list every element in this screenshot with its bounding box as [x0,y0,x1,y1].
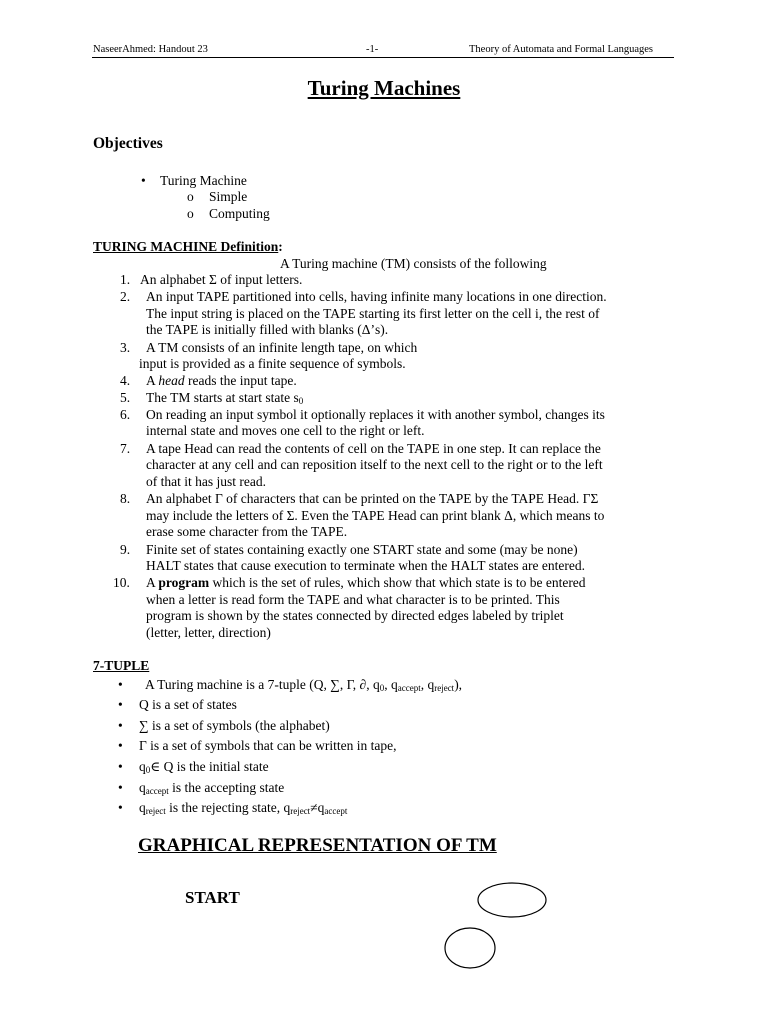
subscript: 0 [298,396,304,406]
list-item-line: internal state and moves one cell to the right or left. [146,423,425,438]
tuple-text: q [139,780,146,795]
list-item-line: On reading an input symbol it optionally replaces it with another symbol, changes its [146,407,605,422]
list-number: 4. [120,373,131,388]
page-title: Turing Machines [307,76,461,100]
tuple-heading: 7-TUPLE [93,658,150,673]
tuple-text: , q [420,677,435,692]
tuple-text: ∈ Q is the initial state [150,759,269,774]
list-item-line: Finite set of states containing exactly one START state and some (may be none) [146,542,578,557]
subscript: reject [434,683,455,693]
list-item-emphasis: head [158,373,185,388]
list-item-line: A tape Head can read the contents of cell on the TAPE in one step. It can replace the [146,441,601,456]
subscript: accept [145,786,169,796]
tuple-text: ≠q [310,800,325,815]
objective-sub-item: Computing [209,206,270,221]
list-item-line: input is provided as a finite sequence of symbols. [139,356,406,371]
header-author: NaseerAhmed: Handout 23 [93,44,208,55]
tuple-item: Γ is a set of symbols that can be written in tape, [139,738,397,753]
list-item-text: which is the set of rules, which show that which state is to be entered [209,575,586,590]
subscript: accept [324,806,348,816]
list-item-line: HALT states that cause execution to terminate when the HALT states are entered. [146,558,585,573]
tuple-text: q [139,800,146,815]
list-item-line: character at any cell and can reposition itself to the next cell to the right or to the left [146,457,603,472]
start-state-ellipse [478,883,546,917]
subscript: reject [145,806,166,816]
tuple-item: ∑ is a set of symbols (the alphabet) [139,718,330,733]
list-item-line: the TAPE is initially filled with blanks (Δ’s). [146,322,389,337]
list-number: 9. [120,542,131,557]
header-course: Theory of Automata and Formal Languages [469,44,653,55]
bullet-marker: • [118,677,123,692]
bullet-marker: • [118,718,123,733]
list-item-text: reads the input tape. [184,373,297,388]
list-item-line: A TM consists of an infinite length tape, on which [146,340,418,355]
bullet-marker: • [118,738,123,753]
definition-intro: A Turing machine (TM) consists of the following [280,256,547,271]
list-item-line: An alphabet Σ of input letters. [140,272,303,287]
list-item-line: An alphabet Γ of characters that can be printed on the TAPE by the TAPE Head. ΓΣ [146,491,599,506]
definition-heading-text: TURING MACHINE Definition [93,239,279,254]
list-number: 8. [120,491,131,506]
bullet-marker: • [118,780,123,795]
tuple-text: , q [384,677,398,692]
sub-bullet-marker: o [187,189,194,204]
list-item-line: An input TAPE partitioned into cells, having infinite many locations in one direction. [146,289,607,304]
tuple-item: Q is a set of states [139,697,237,712]
list-item-line: when a letter is read form the TAPE and what character is to be printed. This [146,592,560,607]
list-number: 1. [120,272,131,287]
bullet-marker: • [118,697,123,712]
subscript: 0 [145,765,151,775]
header-page-number: -1- [366,44,379,55]
list-number: 5. [120,390,131,405]
bullet-marker: • [118,800,123,815]
start-label: START [185,888,240,907]
subscript: accept [397,683,421,693]
objective-sub-item: Simple [209,189,248,204]
list-number: 10. [113,575,130,590]
list-item-line: The input string is placed on the TAPE starting its first letter on the cell i, the rest of [146,306,600,321]
list-number: 3. [120,340,131,355]
list-item-text: The TM starts at start state s [146,390,299,405]
list-item-bold: program [158,575,210,590]
state-circle [445,928,495,968]
subscript: reject [290,806,311,816]
objective-item: Turing Machine [160,173,247,188]
list-item-text: A [146,575,159,590]
definition-heading-colon: : [278,239,283,254]
objectives-heading: Objectives [93,135,163,152]
list-item-line: of that it has just read. [146,474,266,489]
tuple-text: is the rejecting state, q [165,800,291,815]
tuple-text: is the accepting state [168,780,285,795]
graphical-heading: GRAPHICAL REPRESENTATION OF TM [138,835,497,856]
list-item-line: erase some character from the TAPE. [146,524,348,539]
list-number: 6. [120,407,131,422]
tuple-text: ), [454,677,463,692]
bullet-marker: • [141,173,146,188]
list-number: 7. [120,441,131,456]
list-number: 2. [120,289,131,304]
list-item-line: program is shown by the states connected by directed edges labeled by triplet [146,608,564,623]
subscript: 0 [379,683,385,693]
tuple-text: A Turing machine is a 7-tuple (Q, ∑, Γ, ∂, q [145,677,380,692]
list-item-text: A [146,373,159,388]
bullet-marker: • [118,759,123,774]
sub-bullet-marker: o [187,206,194,221]
tuple-text: q [139,759,146,774]
list-item-line: may include the letters of Σ. Even the TAPE Head can print blank Δ, which means to [146,508,605,523]
list-item-line: (letter, letter, direction) [146,625,271,640]
